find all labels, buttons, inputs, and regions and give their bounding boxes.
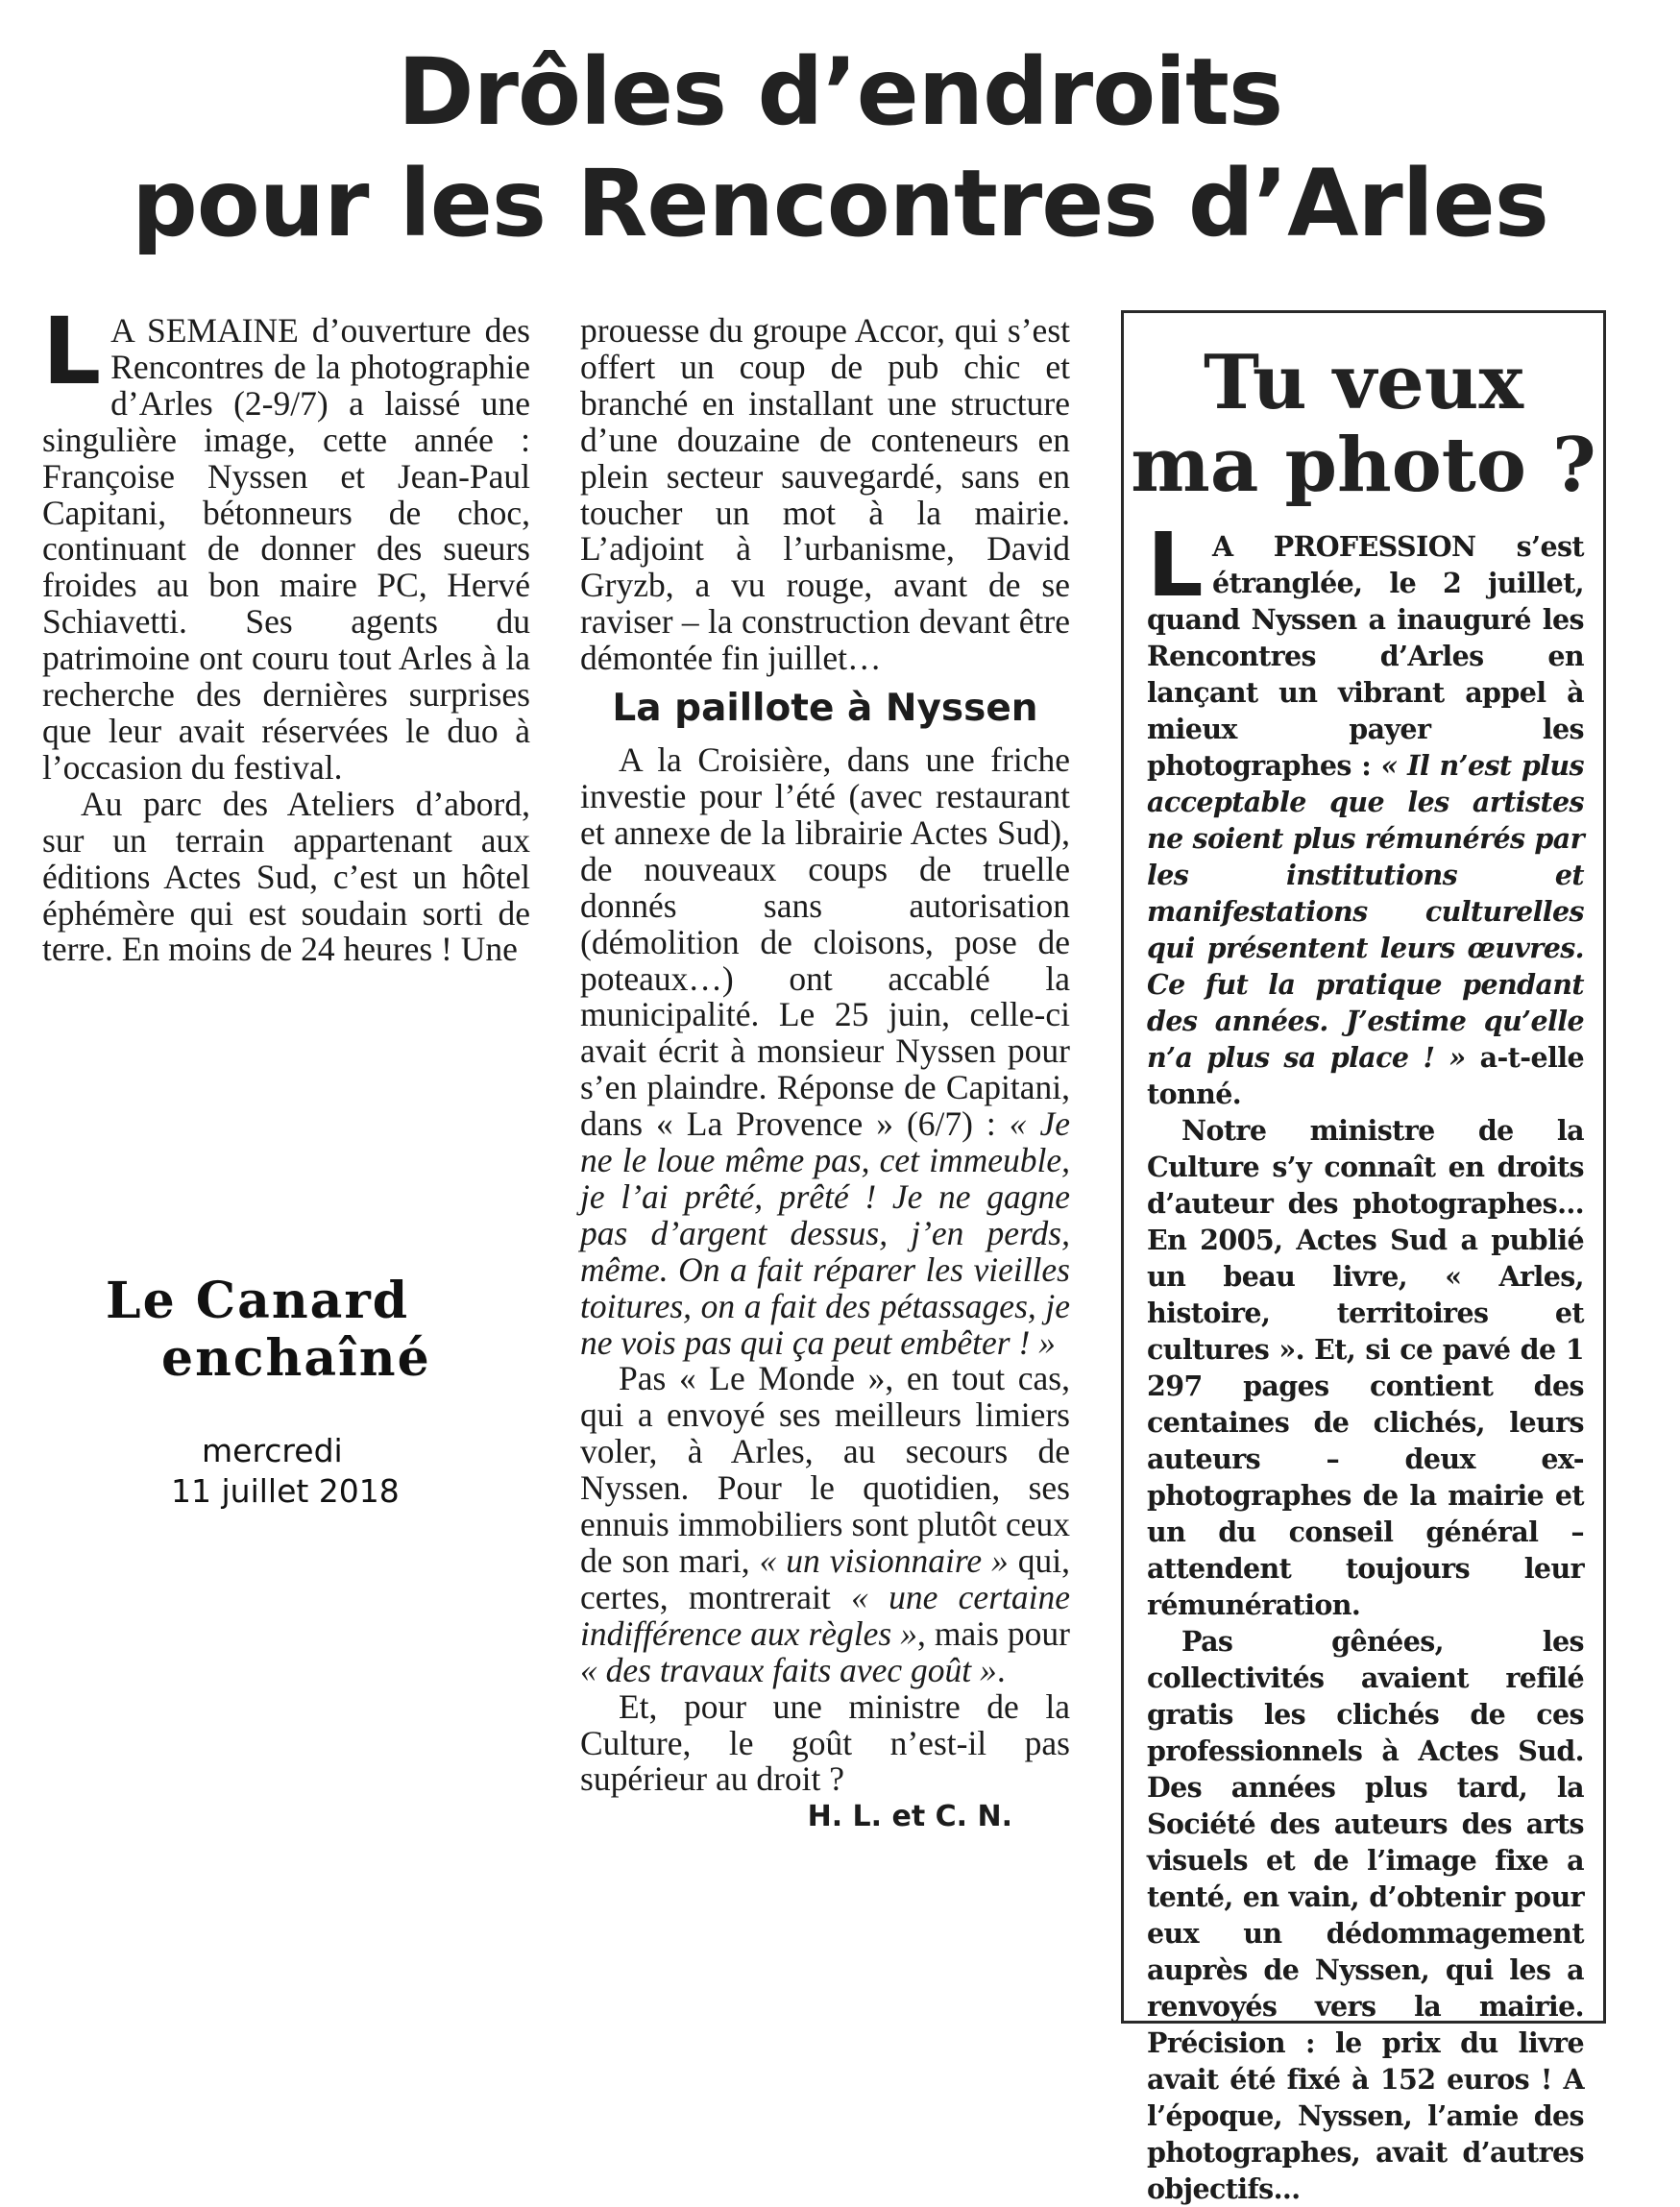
article-paragraph-3: prouesse du groupe Accor, qui s’est offert un coup de pub chic et branché en installant une structure d’une douzaine de conteneurs en plein secteur sauvegardé, sans en toucher un mot à la mairie. L’adjoint à l’urbanisme, David Gryzb, a vu rouge, avant de se raviser – la construction devant être démontée fin juillet… xyxy=(580,311,1070,678)
headline xyxy=(0,36,1680,259)
newspaper-name-line-2: enchaîné xyxy=(161,1329,431,1388)
article-paragraph-4 xyxy=(580,742,1070,1361)
article-subheading: La paillote à Nyssen xyxy=(612,687,1038,731)
article-paragraph-6: Et, pour une ministre de la Culture, le goût n’est-il pas supérieur au droit ? xyxy=(580,1686,1070,1799)
drop-cap: L xyxy=(42,298,102,405)
sidebar-paragraph-3: Pas gênées, les collectivités avaient refilé gratis les clichés de ces professionnels à Actes Sud. Des années plus tard, la Société des auteurs des arts visuels et de l’image fixe a tenté, en vain, d’obtenir pour eux un dédommagement auprès de Nyssen, qui les a renvoyés vers la mairie. Précision : le prix du livre avait été fixé à 152 euros ! A l’époque, Nyssen, l’amie des photographes, avait d’autres objectifs… xyxy=(1147,1625,1584,2205)
publication-weekday: mercredi xyxy=(202,1432,343,1469)
newspaper-name xyxy=(106,1273,528,1388)
article-paragraph-5-text-a: Pas « Le Monde », en tout cas, qui a envoyé ses meilleurs limiers voler, à Arles, au secours de Nyssen. Pour le quotidien, ses ennuis immobiliers sont plutôt ceux de son mari, xyxy=(580,1359,1070,1580)
quote-visionnaire: « un visionnaire » xyxy=(759,1541,1009,1580)
sidebar-body xyxy=(1147,514,1584,2207)
article-paragraph-5-text-c: , mais pour xyxy=(917,1613,1070,1653)
article-paragraph-4-text: A la Croisière, dans une friche investie pour l’été (avec restaurant et annexe de la librairie Actes Sud), de nouveaux coups de truelle donnés sans autorisation (démolition de cloisons, pose de poteaux…) ont accablé la municipalité. Le 25 juin, celle-ci avait écrit à monsieur Nyssen pour s’en plaindre. Réponse de Capitani, dans « La Provence » (6/7) : xyxy=(580,740,1070,1144)
article-paragraph-2: Au parc des Ateliers d’abord, sur un terrain appartenant aux éditions Actes Sud, c’est un hôtel éphémère qui est soudain sorti de terre. En moins de 24 heures ! Une xyxy=(42,784,530,969)
capitani-quote: « Je ne le loue même pas, cet immeuble, je l’ai prêté, prêté ! Je ne gagne pas d’argent dessus, j’en perds, même. On a fait réparer les vieilles toitures, on a fait des pétassages, je ne vois pas qui ça peut embêter ! » xyxy=(580,1104,1071,1362)
headline-line-1: Drôles d’endroits xyxy=(397,38,1283,146)
newspaper-name-line-1: Le Canard xyxy=(106,1272,410,1330)
article-paragraph-1 xyxy=(42,298,530,787)
article-paragraph-1-text: A SEMAINE d’ouverture des Rencontres de la photographie d’Arles (2-9/7) a laissé une singulière image, cette année : Françoise Nyssen et Jean-Paul Capitani, bétonneurs de choc, continuant de donner des sueurs froides au bon maire PC, Hervé Schiavetti. Ses agents du patrimoine ont couru tout Arles à la recherche des dernières surprises que leur avait réservées le duo à l’occasion du festival. xyxy=(42,311,530,787)
article-paragraph-5-text-b: qui, certes, montrerait xyxy=(580,1541,1070,1616)
nyssen-quote: « Il n’est plus acceptable que les artistes ne soient plus rémunérés par les institutions et manifestations culturelles qui présentent leurs œuvres. Ce fut la pratique pendant des années. J’estime qu’elle n’a plus sa place ! » xyxy=(1147,749,1584,1074)
sidebar-title xyxy=(1124,339,1603,509)
headline-line-2: pour les Rencontres d’Arles xyxy=(132,150,1548,257)
article-column-1 xyxy=(42,298,530,969)
sidebar-paragraph-1-end: a-t-elle tonné. xyxy=(1147,1041,1584,1110)
quote-indifference: « une certaine indifférence aux règles » xyxy=(580,1577,1070,1653)
publication-date xyxy=(171,1431,498,1512)
article-signature: H. L. et C. N. xyxy=(807,1800,1012,1834)
article-column-2 xyxy=(580,313,1070,1836)
sidebar-title-line-1: Tu veux xyxy=(1204,339,1523,426)
quote-travaux: « des travaux faits avec goût » xyxy=(580,1650,997,1689)
sidebar-paragraph-1-text: A PROFESSION s’est étranglée, le 2 juillet, quand Nyssen a inauguré les Rencontres d’Arles en lançant un vibrant appel à mieux payer les photographes : xyxy=(1147,530,1584,782)
sidebar-drop-cap: L xyxy=(1147,514,1204,617)
sidebar-box xyxy=(1121,310,1606,2205)
sidebar-paragraph-2: Notre ministre de la Culture s’y connaît en droits d’auteur des photographes… En 2005, Actes Sud a publié un beau livre, « Arles, histoire, territoires et cultures ». Et, si ce pavé de 1 297 pages contient des centaines de clichés, leurs auteurs – deux ex-photographes de la mairie et un du conseil général – attendent toujours leur rémunération. xyxy=(1147,1114,1584,1621)
publication-day: 11 juillet 2018 xyxy=(171,1472,400,1510)
sidebar-paragraph-1 xyxy=(1147,514,1584,1112)
article-paragraph-5-text-d: . xyxy=(996,1650,1006,1689)
article-paragraph-5 xyxy=(580,1361,1070,1688)
sidebar-title-line-2: ma photo ? xyxy=(1131,422,1596,509)
